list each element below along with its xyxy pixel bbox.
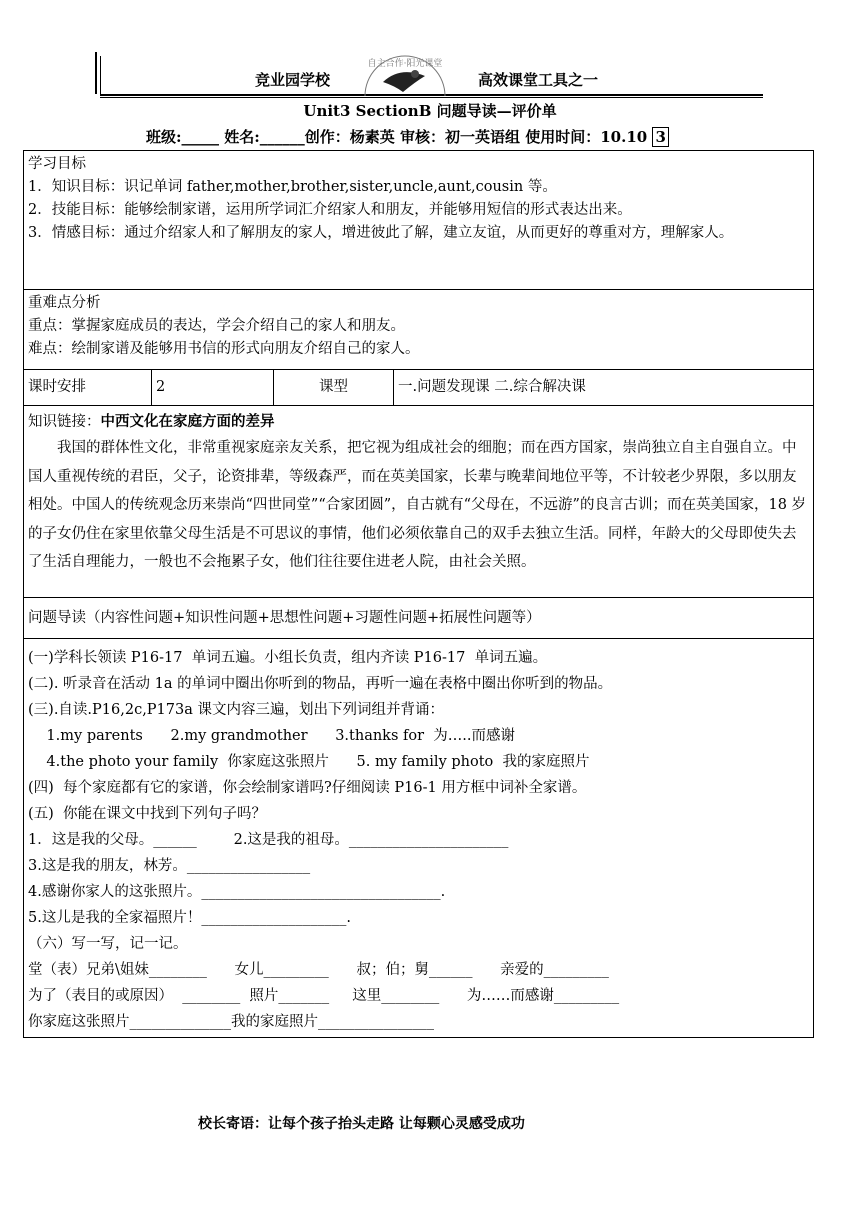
question-line: (三).自读.P16,2c,P173a 课文内容三遍，划出下列词组并背诵： — [28, 702, 444, 718]
question-line: (一)学科长领读 P16-17 单词五遍。小组长负责，组内齐读 P16-17 单词五遍。 — [28, 650, 548, 666]
question-line: 5.这儿是我的全家福照片！____________________. — [28, 910, 351, 926]
guide-heading: 问题导读（内容性问题+知识性问题+思想性问题+习题性问题+拓展性问题等） — [24, 598, 814, 639]
goals-cell — [24, 151, 814, 290]
guide-heading-row — [24, 598, 814, 639]
questions-cell — [24, 639, 814, 1038]
schedule-label: 课时安排 — [24, 370, 152, 406]
goal-line: 2．技能目标：能够绘制家谱，运用所学词汇介绍家人和朋友，并能够用短信的形式表达出来。 — [28, 202, 632, 218]
knowledge-title: 中西文化在家庭方面的差异 — [100, 413, 275, 430]
knowledge-heading — [28, 410, 809, 434]
question-line: 4.the photo your family 你家庭这张照片 5. my family photo 我的家庭照片 — [28, 754, 590, 770]
question-line: (二). 听录音在活动 1a 的单词中圈出你听到的物品，再听一遍在表格中圈出你听到的物品。 — [28, 676, 613, 692]
goals-row — [24, 151, 814, 290]
lesson-type-value: 一.问题发现课 二.综合解决课 — [394, 370, 814, 406]
key-points-row — [24, 290, 814, 370]
question-line: 为了（表目的或原因） ________ 照片_______ 这里________ 为……而感谢_________ — [28, 988, 620, 1004]
key-point-line: 难点：绘制家谱及能够用书信的形式向朋友介绍自己的家人。 — [28, 341, 420, 357]
questions-row — [24, 639, 814, 1038]
key-point-line: 重点：掌握家庭成员的表达，学会介绍自己的家人和朋友。 — [28, 318, 405, 334]
tool-label: 高效课堂工具之一 — [478, 71, 599, 89]
goal-line: 3．情感目标：通过介绍家人和了解朋友的家人，增进彼此了解，建立友谊，从而更好的尊重对方，理解家人。 — [28, 225, 734, 241]
school-logo-icon — [355, 52, 455, 100]
school-name: 竞业园学校 — [255, 71, 331, 89]
question-line: (五) 你能在课文中找到下列句子吗？ — [28, 806, 267, 822]
goals-heading: 学习目标 — [28, 156, 86, 172]
question-line: 4.感谢你家人的这张照片。_________________________________. — [28, 884, 446, 900]
question-line: 你家庭这张照片______________我的家庭照片________________ — [28, 1014, 434, 1030]
goal-line: 1．知识目标：识记单词 father,mother,brother,sister,uncle,aunt,cousin 等。 — [28, 179, 557, 195]
key-points-cell — [24, 290, 814, 370]
question-line: （六）写一写，记一记。 — [28, 936, 188, 952]
page-title: Unit3 SectionB 问题导读—评价单 — [303, 102, 557, 120]
schedule-value: 2 — [152, 370, 274, 406]
key-points-heading: 重难点分析 — [28, 295, 101, 311]
question-line: 1.my parents 2.my grandmother 3.thanks for 为…..而感谢 — [28, 728, 515, 744]
principal-message: 校长寄语：让每个孩子抬头走路 让每颗心灵感受成功 — [198, 1116, 525, 1132]
worksheet-table — [23, 150, 814, 1038]
svg-text:自主合作·阳光课堂: 自主合作·阳光课堂 — [367, 59, 443, 69]
knowledge-cell — [24, 406, 814, 598]
subtitle-text: 班级:_____ 姓名:______创作：杨素英 审核：初一英语组 使用时间：10.10 — [146, 128, 653, 146]
knowledge-prefix: 知识链接： — [28, 414, 101, 430]
header-vertical-rule-inner — [100, 56, 101, 94]
knowledge-row — [24, 406, 814, 598]
subtitle-info — [146, 126, 669, 147]
question-line: 1．这是我的父母。______ 2.这是我的祖母。______________________ — [28, 832, 509, 848]
question-line: 堂（表）兄弟\姐妹________ 女儿_________ 叔；伯；舅______ 亲爱的_________ — [28, 962, 609, 978]
subtitle-box: 3 — [652, 127, 668, 147]
knowledge-paragraph: 我国的群体性文化，非常重视家庭亲友关系，把它视为组成社会的细胞；而在西方国家，崇尚独立自主自强自立。中国人重视传统的君臣，父子，论资排辈，等级森严，而在英美国家，长辈与晚辈间地位平等，不计较老少界限，多以朋友相处。中国人的传统观念历来崇尚“四世同堂”“合家团圆”，自古就有“父母在，不远游”的良言古训；而在英美国家，18 岁的子女仍住在家里依靠父母生活是不可思议的事情，他们必须依靠自己的双手去独立生活。同样，年龄大的父母即使失去了生活自理能力，一般也不会拖累子女，他们往往要住进老人院，由社会关照。 — [28, 440, 807, 570]
schedule-row — [24, 370, 814, 406]
question-line: 3.这是我的朋友，林芳。_________________ — [28, 858, 311, 874]
page-header — [95, 52, 763, 102]
question-line: (四) 每个家庭都有它的家谱，你会绘制家谱吗?仔细阅读 P16-1 用方框中词补全家谱。 — [28, 780, 587, 796]
header-vertical-rule — [95, 52, 97, 94]
lesson-type-label: 课型 — [274, 370, 394, 406]
